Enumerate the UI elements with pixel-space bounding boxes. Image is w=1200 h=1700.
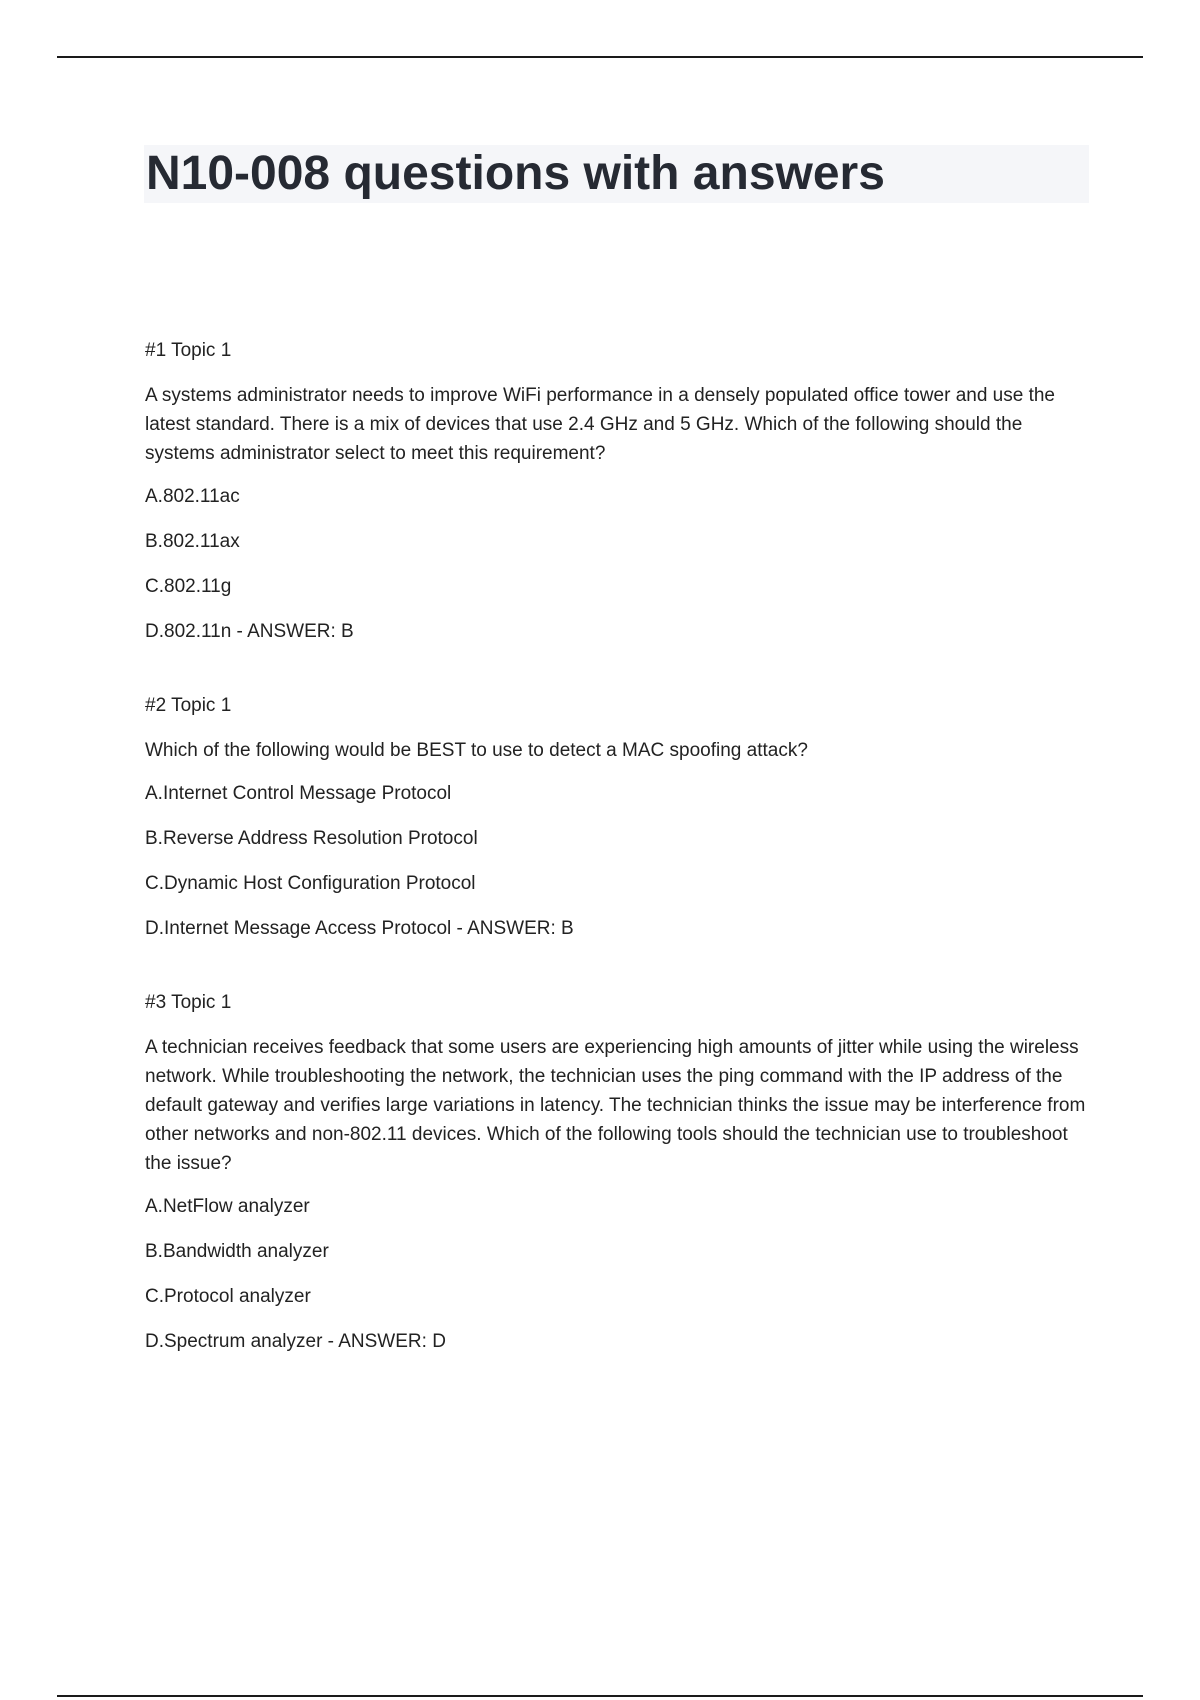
- question-3: [145, 988, 1090, 1356]
- question-header: #1 Topic 1: [145, 340, 232, 361]
- answer-option-a: A.NetFlow analyzer: [145, 1196, 310, 1217]
- question-text: A systems administrator needs to improve WiFi performance in a densely populated office tower and use the latest standard. There is a mix of devices that use 2.4 GHz and 5 GHz. Which of the following should the systems administrator select to meet this requirement?: [145, 385, 1055, 464]
- answer-option-b: B.Reverse Address Resolution Protocol: [145, 828, 478, 849]
- question-text: Which of the following would be BEST to use to detect a MAC spoofing attack?: [145, 740, 808, 761]
- top-divider: [57, 56, 1143, 58]
- answer-option-b: B.802.11ax: [145, 531, 240, 552]
- title-banner: [144, 145, 1089, 203]
- answer-option-c: C.Dynamic Host Configuration Protocol: [145, 873, 476, 894]
- question-1: [145, 336, 1090, 646]
- question-2: [145, 691, 1090, 943]
- answer-option-c: C.802.11g: [145, 576, 232, 597]
- answer-option-a: A.802.11ac: [145, 486, 240, 507]
- question-text: A technician receives feedback that some users are experiencing high amounts of jitter while using the wireless network. While troubleshooting the network, the technician uses the ping command with the IP address of the default gateway and verifies large variations in latency. The technician thinks the issue may be interference from other networks and non-802.11 devices. Which of the following tools should the technician use to troubleshoot the issue?: [145, 1037, 1086, 1174]
- answer-option-a: A.Internet Control Message Protocol: [145, 783, 452, 804]
- bottom-divider: [57, 1695, 1143, 1697]
- answer-option-b: B.Bandwidth analyzer: [145, 1241, 329, 1262]
- answer-option-d: D.Internet Message Access Protocol - ANSWER: B: [145, 918, 574, 939]
- answer-option-d: D.Spectrum analyzer - ANSWER: D: [145, 1331, 446, 1352]
- question-header: #3 Topic 1: [145, 992, 232, 1013]
- document-title: N10-008 questions with answers: [146, 147, 885, 200]
- question-header: #2 Topic 1: [145, 695, 232, 716]
- questions-list: [145, 336, 1090, 1401]
- answer-option-c: C.Protocol analyzer: [145, 1286, 311, 1307]
- answer-option-d: D.802.11n - ANSWER: B: [145, 621, 354, 642]
